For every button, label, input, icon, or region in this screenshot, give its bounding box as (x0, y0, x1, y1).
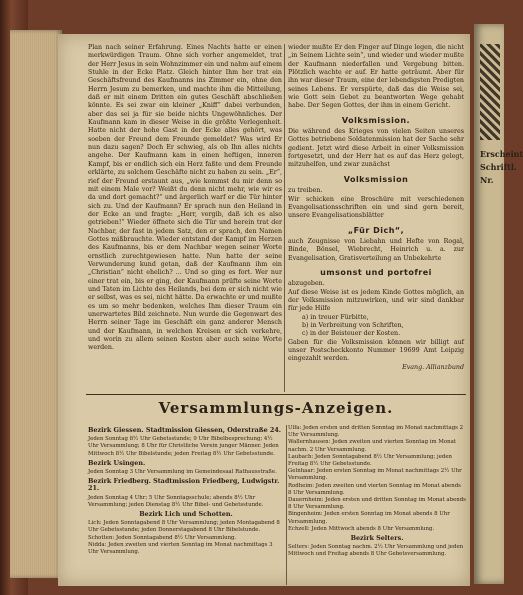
meeting-line: Selters: Jeden Sonntag nachm. 2½ Uhr Versammlung und jeden Mittwoch und Freitag abends 8 Uhr Gebetsversammlung. (288, 544, 464, 558)
facing-page (474, 24, 523, 584)
facing-page-fragment: Schriftl. (480, 162, 517, 172)
left-column-text: Plan nach seiner Erfahrung. Eines Nachts hatte er einen merkwürdigen Traum. Ohne sich vorher angemeldet, trat der Herr Jesus in sein Wohnzimmer ein und nahm auf einem Stuhle in der Ecke Platz. Gleich hinter Ihm her trat ein Geschäftsfreund des Kaufmanns ins Zimmer ein, ohne den Herrn Jesum zu bemerken, und machte ihm die Mitteilung, daß er mit einem Dritten ein gutes Geschäft abschließen könnte. Es sei zwar ein kleiner „Kniff“ dabei verbunden, aber das sei ja für sie beide nichts Ungewöhnliches. Der Kaufmann kam in dieser Weise in die größte Verlegenheit. Hatte nicht der hohe Gast in der Ecke alles gehört, was soeben der Freund dem Freunde gemeldet? Was wird Er nun dazu sagen? Doch Er schwieg, als ob Ihn alles nichts angehe. Der Kaufmann kam in einen heftigen, inneren Kampf, bis er endlich sich ein Herz faßte und dem Freunde erklärte, zu solchem Geschäfte nicht zu haben zu sein. „Er“, rief der Freund erstaunt aus, „wie kommst du mir denn so mit einem Male vor? Weißt du denn nicht mehr, wie wir es da und dort gemacht?“ und ärgerlich warf er die Tür hinter sich zu. Und der Kaufmann? Er sprach nun den Heiland in der Ecke an und fragte: „Herr, vergib, daß ich es also getrieben!“ Wieder öffnete sich die Tür und herein trat der Nachbar, der fast in jedem Satz, den er sprach, den Namen Gottes mißbrauchte. Wieder entstand der Kampf im Herzen des Kaufmanns, bis er dem Nachbar wegen seiner Worte ernstlich zurechtgewiesen hatte. Nun hatte der seine Verwunderung kund getan, daß der Kaufmann ihm ein „Christian“ nicht ehelich? ... Und so ging es fort. Wer nur einer trat ein, bis er ging, der Kaufmann prüfte seine Worte und Taten im Lichte des Heilands, bei dem er sich nicht wie er selbst, was es sei, nicht hätte. Da erwachte er und mußte es um so mehr bedenken, welches Ihm dieser Traum ein unerwartetes Bild zeichnete. Nun wurde die Gegenwart des Herrn seiner Tage im Geschäft ein ganz anderer Mensch und der Kaufmann, in welchen Kreisen er sich verkehre, und worin zu allem seinen Kosten aber auch seine Worte werden. (88, 44, 282, 352)
facing-page-fragment: Erscheint (480, 149, 523, 159)
help-list-item: b) in Verbreitung von Schriften, (302, 321, 404, 329)
volksmission-help-text: Auf diese Weise ist es jedem Kinde Gottes möglich, an der Volksmission mitzuwirken, und wir sind dankbar für jede Hilfe (288, 288, 464, 313)
meeting-line: Rodheim: Jeden zweiten und vierten Sonntag im Monat abends 8 Uhr Versammlung. (288, 482, 461, 496)
meeting-line: Nidda: Jeden zweiten und vierten Sonntag im Monat nachmittags 3 Uhr Versammlung. (88, 541, 273, 556)
donation-text: Gaben für die Volksmission können wir billigt auf unser Postscheckkonto Nummer 19699 Amt Leipzig eingezahlt werden. (288, 338, 464, 363)
meetings-left-column (88, 425, 284, 556)
signature: Evang. Allianzbund (402, 363, 464, 371)
abzugeben-line: abzugeben. (288, 280, 325, 288)
meeting-line: Bingenheim: Jeden ersten Sonntag im Monat abends 8 Uhr Versammlung. (288, 511, 450, 525)
meetings-right-column (288, 425, 466, 559)
meeting-line: Schotten: Jeden Sonntagabend 8½ Uhr Versammlung. (88, 534, 237, 541)
left-column (88, 44, 282, 353)
column-divider (284, 44, 285, 392)
right-intro-text: wieder mußte Er den Finger auf Dinge legen, die nicht „in Seinem Lichte sein“, und wieder und wieder mußte der Kaufmann niederfallen und Vergebung bitten. Plötzlich wachte er auf. Er hatte geträumt. Aber für ihn war dieser Traum, eine der lebendigsten Predigten seines Lebens. Er verspürte, daß das die Weise sei, wie Gott sein Gebet zu beantworten Wege gehabt habe. Der Segen Gottes, der ihm in einem Gericht. (288, 44, 465, 110)
meeting-line: Gelnhaar: Jeden ersten Sonntag im Monat nachmittags 2½ Uhr Versammlung. (288, 468, 462, 482)
fuer-dich-title: „Für Dich“, (347, 225, 405, 235)
volksmission-subheading: Volksmission (343, 174, 409, 184)
meetings-section (86, 394, 466, 558)
meeting-line: Echzell: Jeden Mittwoch abends 8 Uhr Versammlung. (288, 525, 435, 532)
meetings-divider (286, 425, 287, 585)
district-heading: Bezirk Usingen. (88, 458, 146, 467)
district-heading: Bezirk Lich und Schotten. (139, 510, 233, 519)
meeting-line: Wallernhausen: Jeden zweiten und vierten Sonntag im Monat nachm. 2 Uhr Versammlung. (288, 439, 456, 453)
district-heading: Bezirk Giessen. Stadtmission Giessen, Oderstraße 24. (88, 426, 282, 434)
meeting-line: Jeden Sonntag 3 Uhr Versammlung im Gemeindesaal Rathausstraße. (88, 469, 277, 476)
decorative-border (480, 44, 500, 140)
meetings-title: Versammlungs-Anzeigen. (158, 399, 394, 417)
right-column (288, 44, 464, 372)
volksmission-text: Die während des Krieges von vielen Seiten unseres Gottes betriebene Soldatenmission hat der Sache sehr gedient. Jetzt wird diese Arbeit in einer Volksmission fortgesetzt, und der Herr hat es auf das Herz gelegt, mitzuhelfen, und zwar zunächst (288, 128, 464, 169)
help-list-item: c) in der Beisteuer der Kosten. (302, 330, 401, 338)
meeting-line: Jeden Sonntag 4 Uhr; 5 Uhr Sonntagsschule; abends 8½ Uhr Versammlung; jeden Dienstag 8½ Uhr Bibel- und Gebetsstunde. (88, 494, 264, 508)
district-heading: Bezirk Friedberg. Stadtmission Friedberg, Ludwigstr. 21. (88, 477, 280, 493)
meeting-line: Dauernheim: Jeden ersten und dritten Sonntag im Monat abends 8 Uhr Versammlung. (288, 497, 466, 511)
help-list-item: a) in treuer Fürbitte, (302, 313, 369, 321)
district-heading: Bezirk Selters. (350, 534, 404, 543)
meeting-line: Ulfa: Jeden ersten und dritten Sonntag im Monat nachmittags 2 Uhr Versammlung. (288, 425, 464, 439)
meeting-line: Lich: Jeden Sonntagabend 8 Uhr Versammlung; jeden Montagabend 8 Uhr Gebetsstunde; jeden Donnerstagabend 8 Uhr Bibelstunde. (88, 520, 280, 534)
volksmission-offer-text-2: auch Zeugnisse von Liebahn und Hefte von Rogal, Binde, Bönsel, Wiebrecht, Heinrich u. a. zur Evangelisation, Gratisverteilung an Unbekehrte (288, 237, 464, 262)
volksmission-heading: Volksmission. (341, 115, 411, 125)
meeting-line: Laubach: Jeden Sonntagabend 8½ Uhr Versammlung; jeden Freitag 8½ Uhr Gebetsstunde. (288, 453, 452, 468)
free-shipping-line: umsonst und portofrei (320, 267, 432, 277)
volksmission-sub-line: zu treiben. (288, 187, 323, 195)
page-edges (10, 30, 62, 578)
volksmission-offer-text: Wir schicken eine Broschüre mit verschiedenen Evangelisationsschriften ein und sind gern bereit, unsere Evangelisationsblätter (288, 195, 464, 220)
meeting-line: Jeden Sonntag 8½ Uhr Gebetsstunde; 9 Uhr Bibelbesprechung; 4½ Uhr Versammlung; 8 Uhr für Christliche Verein junger Männer. Jeden Mittwoch 8½ Uhr Bibelstunde; jeden Freitag 8½ Uhr Gebetsstunde. (88, 436, 279, 457)
document-page (58, 34, 470, 586)
facing-page-fragment: Nr. (480, 175, 494, 185)
